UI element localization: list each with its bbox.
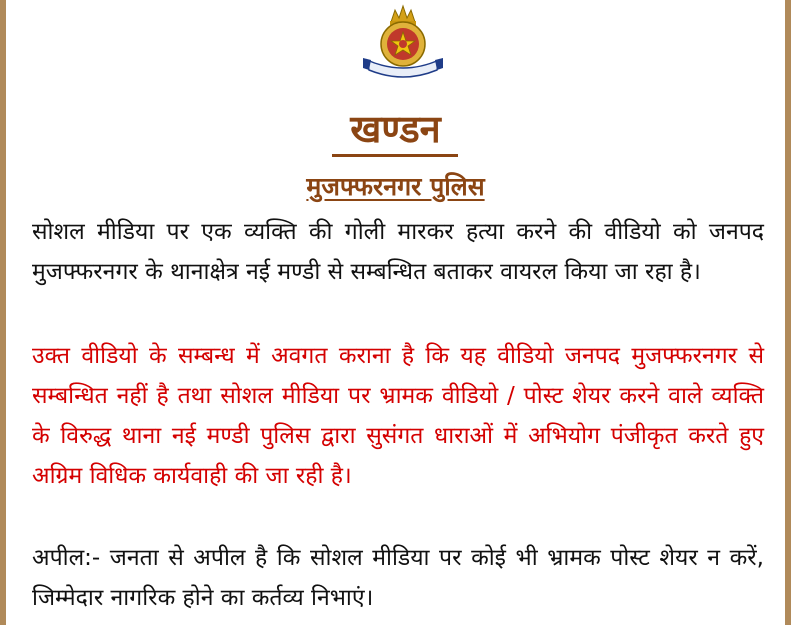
issuer-name: मुजफ्फरनगर पुलिस bbox=[306, 172, 485, 201]
appeal-paragraph: अपील:- जनता से अपील है कि सोशल मीडिया पर कोई भी भ्रामक पोस्ट शेयर न करें, जिम्मेदार नागरिक होने का कर्तव्य निभाएं। bbox=[32, 545, 764, 611]
page-title: खण्डन bbox=[350, 107, 441, 151]
clarification-paragraph: उक्त वीडियो के सम्बन्ध में अवगत कराना है कि यह वीडियो जनपद मुजफ्फरनगर से सम्बन्धित नहीं है तथा सोशल मीडिया पर भ्रामक वीडियो / पोस्ट शेयर करने वाले व्यक्ति के विरुद्ध थाना नई मण्डी पुलिस द्वारा सुसंगत धाराओं में अभियोग पंजीकृत करते हुए अग्रिम विधिक कार्यवाही की जा रही है। bbox=[32, 343, 764, 489]
claim-paragraph: सोशल मीडिया पर एक व्यक्ति की गोली मारकर हत्या करने की वीडियो को जनपद मुजफ्फरनगर के थानाक्षेत्र नई मण्डी से सम्बन्धित बताकर वायरल किया जा रहा है। bbox=[32, 219, 764, 285]
title-underline bbox=[332, 154, 458, 157]
up-police-emblem-icon bbox=[361, 2, 445, 80]
